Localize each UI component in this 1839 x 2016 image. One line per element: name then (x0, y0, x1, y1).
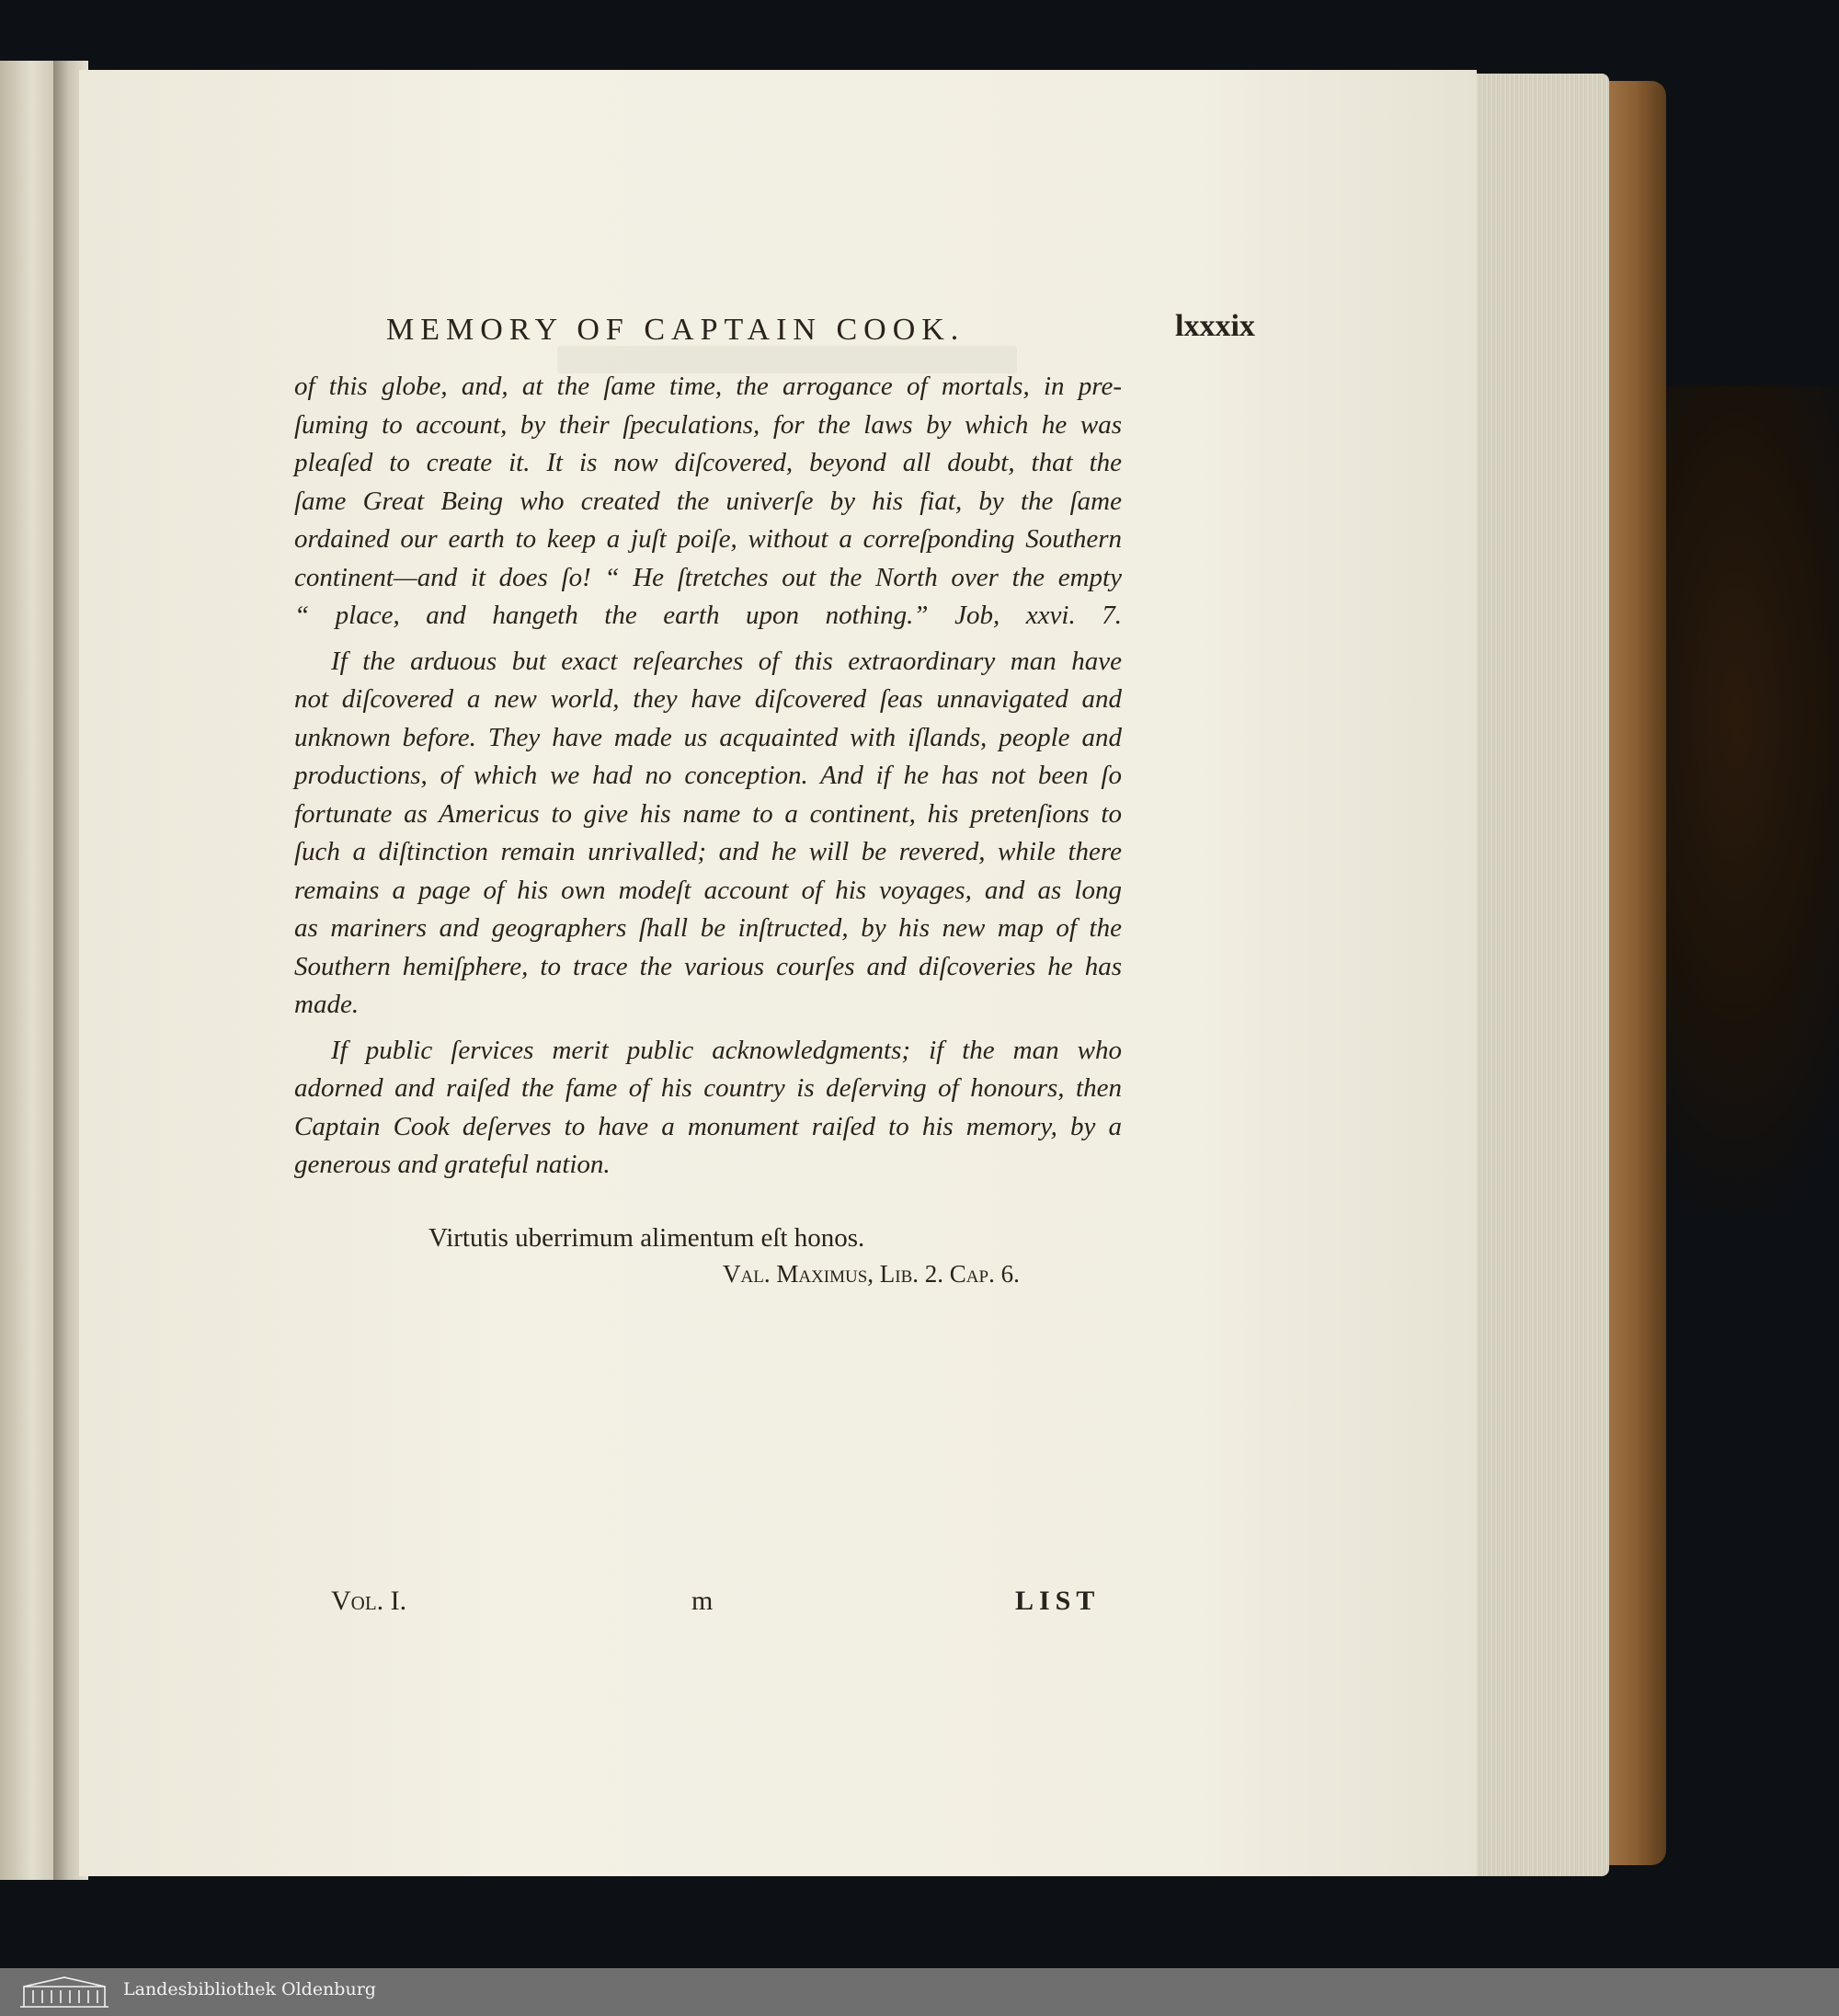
text-line: ſuming to account, by their ſpeculations, for the laws by which he was (294, 409, 1122, 440)
text-line: If the arduous but exact reſearches of this extraordinary man have (331, 646, 1122, 676)
paragraph-gap (294, 1025, 1122, 1032)
library-building-icon (17, 1974, 112, 2010)
page-edges (1475, 74, 1609, 1876)
text-line: not diſcovered a new world, they have diſcovered ſeas unnavigated and (294, 684, 1122, 714)
text-line: generous and grateful nation. (294, 1150, 611, 1179)
paragraph-2 (294, 643, 1122, 1025)
text-line: remains a page of his own modeſt account of his voyages, and as long (294, 875, 1122, 905)
paragraph-gap (294, 636, 1122, 643)
left-page (0, 61, 53, 1880)
paragraph-3 (294, 1032, 1122, 1185)
text-line: adorned and raiſed the fame of his country is deſerving of honours, then (294, 1073, 1122, 1103)
text-line: ordained our earth to keep a juſt poiſe, without a correſponding Southern (294, 524, 1122, 554)
signature-mark: m (691, 1586, 714, 1616)
text-line: of this globe, and, at the ſame time, the arrogance of mortals, in pre- (294, 372, 1122, 401)
page-body (294, 368, 1122, 1185)
text-line: as mariners and geographers ſhall be inſtructed, by his new map of the (294, 913, 1122, 943)
latin-quotation: Virtutis uberrimum alimentum eſt honos. (428, 1223, 865, 1253)
text-line: continent—and it does ſo! “ He ſtretches out the North over the empty (294, 562, 1122, 592)
text-line: Captain Cook deſerves to have a monument raiſed to his memory, by a (294, 1111, 1122, 1141)
text-line: ſame Great Being who created the univerſe by his fiat, by the ſame (294, 486, 1122, 516)
text-line: made. (294, 990, 360, 1019)
page-number: lxxxix (1175, 309, 1255, 343)
catchword: LIST (1015, 1586, 1101, 1616)
library-name: Landesbibliothek Oldenburg (123, 1979, 376, 1999)
text-line: ſuch a diſtinction remain unrivalled; and he will be revered, while there (294, 837, 1122, 866)
text-line: “ place, and hangeth the earth upon nothing.” Job, xxvi. 7. (294, 601, 1122, 630)
volume-mark: Vol. I. (331, 1586, 407, 1616)
quotation-citation: Val. Maximus, Lib. 2. Cap. 6. (723, 1260, 1020, 1288)
library-banner (0, 1968, 1839, 2016)
running-head: MEMORY OF CAPTAIN COOK. (386, 313, 965, 347)
text-line: pleaſed to create it. It is now diſcovered, beyond all doubt, that the (294, 448, 1122, 477)
text-line: fortunate as Americus to give his name to a continent, his pretenſions to (294, 798, 1122, 829)
text-line: Southern hemiſphere, to trace the various courſes and diſcoveries he has (294, 951, 1122, 981)
text-line: If public ſervices merit public acknowledgments; if the man who (331, 1035, 1122, 1065)
text-line: productions, of which we had no conception. And if he has not been ſo (294, 761, 1122, 790)
text-line: unknown before. They have made us acquainted with iſlands, people and (294, 722, 1122, 752)
paragraph-1 (294, 368, 1122, 636)
